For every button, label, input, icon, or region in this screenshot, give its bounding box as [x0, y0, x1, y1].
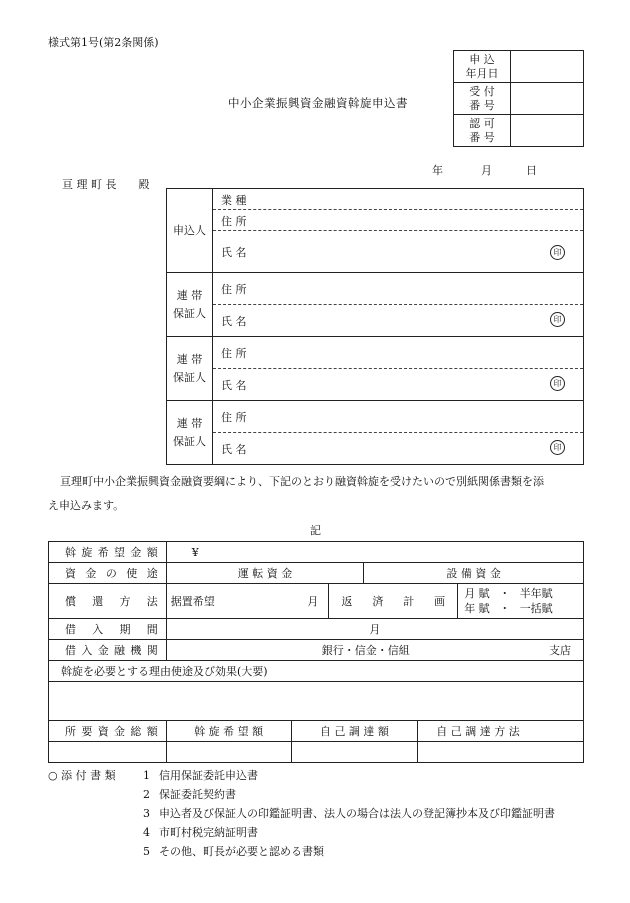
equipment-capital-option[interactable]: 設 備 資 金 — [364, 563, 584, 584]
separator-dot: ・ — [499, 587, 511, 600]
guarantor-role-line: 連 帯 — [176, 288, 203, 302]
attachment-text: 申込者及び保証人の印鑑証明書、法人の場合は法人の登記簿抄本及び印鑑証明書 — [159, 807, 555, 820]
attachment-item — [143, 785, 555, 804]
financial-institution-label: 借入金融機関 — [49, 640, 167, 661]
guarantor-address-label: 住 所 — [221, 411, 247, 424]
ki-heading: 記 — [310, 524, 321, 537]
intro-text-line2: え申込みます。 — [48, 499, 125, 512]
grace-period-unit: 月 — [307, 595, 319, 608]
guarantor-address-field[interactable] — [213, 273, 583, 304]
attachment-item — [143, 804, 555, 823]
attachments-heading: ○ 添 付 書 類 — [48, 769, 116, 782]
guarantor-role-line: 連 帯 — [176, 352, 203, 366]
loan-term-label: 借入期間 — [49, 619, 167, 640]
guarantor-address-field[interactable] — [213, 401, 583, 432]
office-label-text: 受 付 番 号 — [469, 84, 495, 112]
guarantor-role-line: 保証人 — [173, 370, 206, 384]
desired-amount-input[interactable] — [166, 542, 583, 563]
guarantor-name-label: 氏 名 — [221, 443, 247, 456]
business-type-label: 業 種 — [221, 194, 247, 207]
date-day: 日 — [526, 164, 537, 177]
office-label-text: 申 込 年月日 — [465, 52, 499, 80]
separator-dot: ・ — [499, 602, 511, 615]
office-label-receipt-number — [454, 83, 511, 115]
desired-amount-label: 斡旋希望金額 — [49, 542, 167, 563]
guarantor-role — [167, 273, 213, 337]
guarantor-address-label: 住 所 — [221, 347, 247, 360]
seal-icon: 印 — [550, 440, 565, 455]
seal-icon: 印 — [550, 312, 565, 327]
financial-institution-input[interactable] — [166, 640, 583, 661]
addressee: 亘 理 町 長 殿 — [62, 178, 150, 191]
applicant-address-label: 住 所 — [221, 215, 247, 228]
attachment-number: 1 — [143, 769, 150, 782]
attachment-number: 4 — [143, 826, 150, 839]
use-of-funds-label: 資金の使途 — [49, 563, 167, 584]
date-month: 月 — [481, 164, 492, 177]
loan-term-unit: 月 — [369, 623, 381, 636]
institution-options: 銀行・信金・信組 — [321, 644, 410, 657]
attachment-item — [143, 842, 555, 861]
desired-amount-value-input[interactable] — [166, 742, 291, 763]
applicant-address-field[interactable] — [213, 209, 583, 230]
guarantor-role — [167, 337, 213, 401]
guarantor-name-field[interactable] — [213, 432, 583, 464]
attachment-number: 5 — [143, 845, 150, 858]
loan-term-input[interactable] — [166, 619, 583, 640]
attachment-number: 3 — [143, 807, 150, 820]
yen-symbol: ¥ — [191, 545, 199, 559]
form-number: 様式第1号(第2条関係) — [48, 36, 159, 49]
installment-options[interactable] — [458, 584, 584, 619]
seal-icon: 印 — [550, 376, 565, 391]
reason-input[interactable] — [49, 682, 584, 721]
reason-label: 斡旋を必要とする理由使途及び効果(大要) — [49, 661, 584, 682]
total-required-input[interactable] — [49, 742, 167, 763]
page-title: 中小企業振興資金融資斡旋申込書 — [228, 96, 408, 110]
repayment-plan-label: 返済計画 — [329, 584, 458, 619]
installment-option-row — [464, 601, 583, 616]
grace-period-field[interactable] — [166, 584, 329, 619]
office-value-receipt-number[interactable] — [511, 83, 584, 115]
office-value-apply-date[interactable] — [511, 51, 584, 83]
office-use-box — [453, 50, 584, 147]
annual-option[interactable]: 年 賦 — [464, 602, 490, 615]
attachment-text: 信用保証委託申込書 — [159, 769, 258, 782]
self-funding-method-header: 自 己 調 達 方 法 — [418, 721, 584, 742]
guarantor-address-field[interactable] — [213, 337, 583, 368]
installment-option-row — [464, 586, 583, 601]
guarantor-name-label: 氏 名 — [221, 315, 247, 328]
seal-icon: 印 — [550, 245, 565, 260]
guarantor-role-line: 保証人 — [173, 306, 206, 320]
attachment-text: 市町村税完納証明書 — [159, 826, 258, 839]
lump-sum-option[interactable]: 一括賦 — [519, 602, 553, 615]
grace-period-label: 据置希望 — [170, 595, 215, 608]
self-funded-amount-header: 自 己 調 達 額 — [291, 721, 418, 742]
office-label-apply-date — [454, 51, 511, 83]
guarantor-name-field[interactable] — [213, 304, 583, 336]
loan-details-table — [48, 541, 584, 763]
semiannual-option[interactable]: 半年賦 — [519, 587, 553, 600]
branch-label: 支店 — [549, 644, 571, 657]
office-label-approval-number — [454, 115, 511, 147]
applicant-role: 申込人 — [167, 189, 213, 273]
working-capital-option[interactable]: 運 転 資 金 — [166, 563, 364, 584]
repayment-method-label: 償還方法 — [49, 584, 167, 619]
attachment-text: その他、町長が必要と認める書類 — [159, 845, 324, 858]
office-value-approval-number[interactable] — [511, 115, 584, 147]
attachment-number: 2 — [143, 788, 150, 801]
date-year: 年 — [432, 164, 443, 177]
office-label-text: 認 可 番 号 — [469, 116, 495, 144]
attachment-item — [143, 766, 555, 785]
business-type-field[interactable] — [213, 189, 583, 209]
applicant-name-field[interactable] — [213, 230, 583, 272]
guarantor-name-label: 氏 名 — [221, 379, 247, 392]
applicant-table — [166, 188, 584, 465]
self-funding-method-input[interactable] — [418, 742, 584, 763]
guarantor-role — [167, 401, 213, 465]
intro-text-line1: 亘理町中小企業振興資金融資要綱により、下記のとおり融資斡旋を受けたいので別紙関係書類を添 — [60, 475, 544, 488]
monthly-option[interactable]: 月 賦 — [464, 587, 490, 600]
self-funded-amount-input[interactable] — [291, 742, 418, 763]
guarantor-name-field[interactable] — [213, 368, 583, 400]
attachments-list — [143, 766, 555, 861]
total-required-label: 所要資金総額 — [49, 721, 167, 742]
attachment-text: 保証委託契約書 — [159, 788, 236, 801]
guarantor-role-line: 保証人 — [173, 434, 206, 448]
attachment-item — [143, 823, 555, 842]
guarantor-role-line: 連 帯 — [176, 416, 203, 430]
guarantor-address-label: 住 所 — [221, 283, 247, 296]
desired-amount-header: 斡 旋 希 望 額 — [166, 721, 291, 742]
applicant-name-label: 氏 名 — [221, 246, 247, 259]
